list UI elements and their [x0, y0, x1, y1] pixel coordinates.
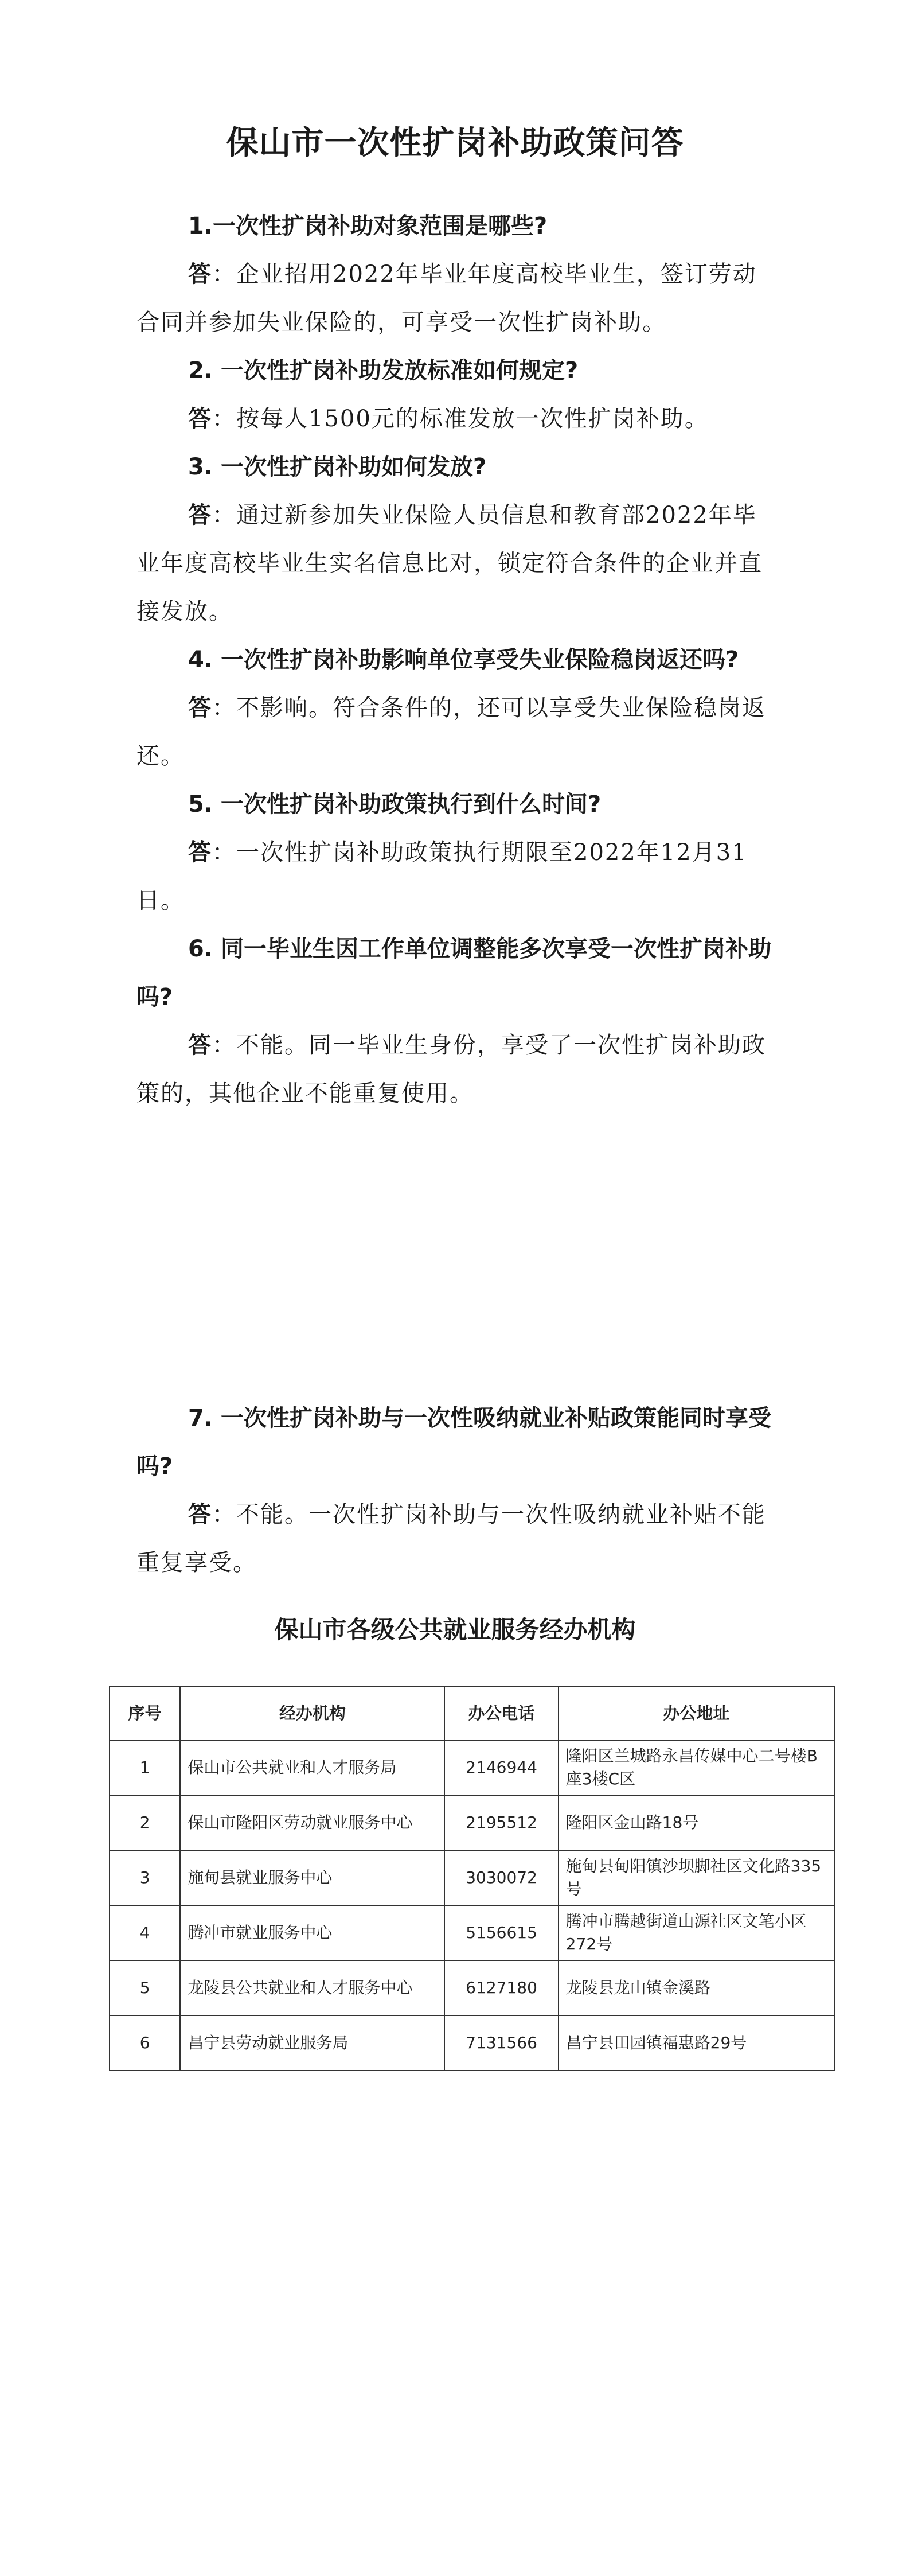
- answer-label: 答: [188, 406, 212, 432]
- answer-text: ：按每人1500元的标准发放一次性扩岗补助。: [212, 406, 709, 432]
- answer-paragraph: [136, 395, 773, 443]
- cell-no: 5: [110, 1960, 180, 2015]
- page-title: 保山市一次性扩岗补助政策问答: [226, 124, 684, 162]
- header-phone: 办公电话: [444, 1686, 558, 1740]
- cell-no: 2: [110, 1795, 180, 1850]
- cell-phone: 7131566: [444, 2015, 558, 2071]
- header-org: 经办机构: [180, 1686, 444, 1740]
- cell-phone: 6127180: [444, 1960, 558, 2015]
- answer-paragraph: [136, 684, 773, 780]
- cell-org: 保山市公共就业和人才服务局: [180, 1740, 444, 1795]
- answer-text: ：不影响。符合条件的，还可以享受失业保险稳岗返还。: [136, 695, 766, 769]
- answer-text: ：不能。一次性扩岗补助与一次性吸纳就业补贴不能重复享受。: [136, 1501, 766, 1576]
- cell-org: 施甸县就业服务中心: [180, 1850, 444, 1905]
- cell-org: 龙陵县公共就业和人才服务中心: [180, 1960, 444, 2015]
- cell-address: 龙陵县龙山镇金溪路: [559, 1960, 834, 2015]
- question-text: 3. 一次性扩岗补助如何发放?: [188, 454, 487, 480]
- cell-address: 隆阳区兰城路永昌传媒中心二号楼B座3楼C区: [559, 1740, 834, 1795]
- cell-address: 隆阳区金山路18号: [559, 1795, 834, 1850]
- answer-paragraph: [136, 1491, 773, 1587]
- qa-section-bottom: [136, 1394, 773, 1587]
- cell-phone: 2195512: [444, 1795, 558, 1850]
- table-row: [110, 1795, 834, 1850]
- answer-label: 答: [188, 839, 212, 866]
- question-text: 1.一次性扩岗补助对象范围是哪些?: [188, 213, 548, 239]
- table-body: [110, 1740, 834, 2071]
- table-row: [110, 1740, 834, 1795]
- answer-text: ：一次性扩岗补助政策执行期限至2022年12月31日。: [136, 839, 748, 914]
- question-text: 2. 一次性扩岗补助发放标准如何规定?: [188, 357, 579, 384]
- header-address: 办公地址: [559, 1686, 834, 1740]
- answer-paragraph: [136, 828, 773, 925]
- question-text: 4. 一次性扩岗补助影响单位享受失业保险稳岗返还吗?: [188, 647, 739, 673]
- cell-no: 6: [110, 2015, 180, 2071]
- answer-text: ：通过新参加失业保险人员信息和教育部2022年毕业年度高校毕业生实名信息比对，锁定符合条件的企业并直接发放。: [136, 502, 763, 625]
- cell-no: 3: [110, 1850, 180, 1905]
- cell-org: 昌宁县劳动就业服务局: [180, 2015, 444, 2071]
- question-text: 6. 同一毕业生因工作单位调整能多次享受一次性扩岗补助吗?: [136, 936, 771, 1010]
- table-header-row: [110, 1686, 834, 1740]
- answer-label: 答: [188, 1032, 212, 1059]
- answer-text: ：企业招用2022年毕业年度高校毕业生，签订劳动合同并参加失业保险的，可享受一次性扩岗补助。: [136, 261, 757, 336]
- header-no: 序号: [110, 1686, 180, 1740]
- office-table: [109, 1686, 835, 2071]
- answer-paragraph: [136, 250, 773, 347]
- cell-org: 腾冲市就业服务中心: [180, 1905, 444, 1960]
- answer-label: 答: [188, 1501, 212, 1528]
- question-text: 5. 一次性扩岗补助政策执行到什么时间?: [188, 791, 602, 818]
- cell-address: 昌宁县田园镇福惠路29号: [559, 2015, 834, 2071]
- answer-label: 答: [188, 261, 212, 287]
- cell-phone: 5156615: [444, 1905, 558, 1960]
- cell-address: 施甸县甸阳镇沙坝脚社区文化路335号: [559, 1850, 834, 1905]
- answer-label: 答: [188, 502, 212, 528]
- cell-org: 保山市隆阳区劳动就业服务中心: [180, 1795, 444, 1850]
- table-row: [110, 2015, 834, 2071]
- answer-label: 答: [188, 695, 212, 721]
- table-row: [110, 1850, 834, 1905]
- cell-no: 1: [110, 1740, 180, 1795]
- table-row: [110, 1960, 834, 2015]
- cell-phone: 3030072: [444, 1850, 558, 1905]
- answer-paragraph: [136, 1021, 773, 1118]
- cell-no: 4: [110, 1905, 180, 1960]
- answer-text: ：不能。同一毕业生身份，享受了一次性扩岗补助政策的，其他企业不能重复使用。: [136, 1032, 766, 1107]
- answer-paragraph: [136, 491, 773, 636]
- cell-address: 腾冲市腾越街道山源社区文笔小区272号: [559, 1905, 834, 1960]
- cell-phone: 2146944: [444, 1740, 558, 1795]
- table-row: [110, 1905, 834, 1960]
- table-title: 保山市各级公共就业服务经办机构: [274, 1616, 636, 1644]
- question-text: 7. 一次性扩岗补助与一次性吸纳就业补贴政策能同时享受吗?: [136, 1405, 771, 1480]
- qa-section-top: [136, 202, 773, 1118]
